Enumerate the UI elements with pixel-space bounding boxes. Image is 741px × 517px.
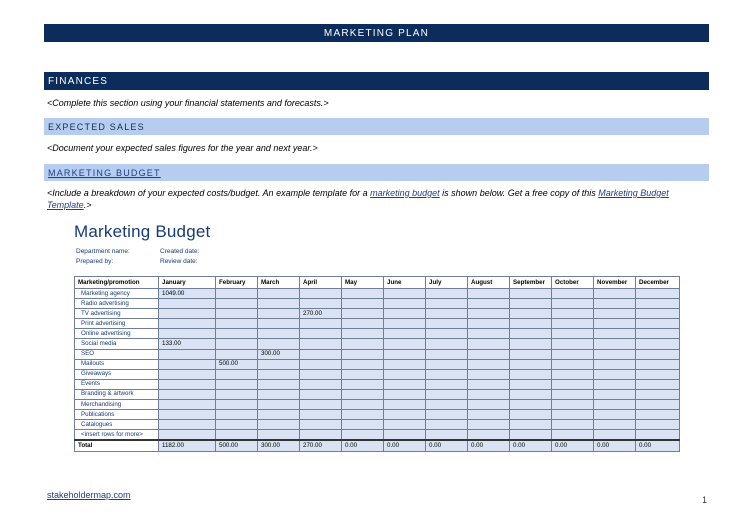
marketing-budget-link[interactable]: marketing budget [370, 188, 440, 198]
row-label: SEO [75, 349, 159, 359]
budget-cell[interactable] [342, 299, 384, 309]
column-header-category: Marketing/promotion [75, 277, 159, 289]
budget-cell[interactable] [384, 319, 426, 329]
budget-cell[interactable] [552, 329, 594, 339]
row-label: <insert rows for more> [75, 430, 159, 441]
budget-cell[interactable] [426, 400, 468, 410]
budget-cell[interactable] [552, 410, 594, 420]
budget-cell[interactable] [216, 349, 258, 359]
budget-meta [74, 246, 680, 270]
budget-cell[interactable] [510, 379, 552, 389]
budget-cell[interactable] [384, 339, 426, 349]
budget-cell[interactable] [216, 329, 258, 339]
total-row [75, 440, 680, 451]
budget-cell[interactable] [510, 329, 552, 339]
footer-link[interactable]: stakeholdermap.com [47, 490, 131, 500]
budget-cell[interactable] [552, 299, 594, 309]
budget-cell[interactable] [468, 420, 510, 430]
budget-cell[interactable] [594, 339, 636, 349]
budget-cell[interactable] [552, 339, 594, 349]
budget-cell[interactable] [426, 329, 468, 339]
table-row [75, 389, 680, 399]
budget-cell[interactable] [426, 430, 468, 441]
budget-cell[interactable] [300, 289, 342, 299]
budget-cell[interactable] [216, 299, 258, 309]
budget-cell[interactable] [300, 379, 342, 389]
budget-cell[interactable] [426, 379, 468, 389]
total-cell: 0.00 [594, 440, 636, 451]
budget-cell[interactable] [636, 410, 680, 420]
budget-cell[interactable] [426, 309, 468, 319]
table-row [75, 430, 680, 441]
budget-cell[interactable] [300, 389, 342, 399]
budget-cell[interactable]: 1049.00 [159, 289, 216, 299]
budget-cell[interactable] [552, 319, 594, 329]
budget-cell[interactable] [384, 369, 426, 379]
budget-cell[interactable] [426, 319, 468, 329]
table-row [75, 359, 680, 369]
budget-cell[interactable] [594, 349, 636, 359]
column-header-month: June [384, 277, 426, 289]
finances-heading: FINANCES [44, 72, 709, 90]
budget-cell[interactable] [510, 349, 552, 359]
column-header-month: March [258, 277, 300, 289]
budget-cell[interactable] [552, 349, 594, 359]
budget-cell[interactable] [216, 289, 258, 299]
budget-cell[interactable] [300, 299, 342, 309]
budget-cell[interactable] [594, 369, 636, 379]
budget-cell[interactable] [216, 379, 258, 389]
budget-cell[interactable] [426, 289, 468, 299]
budget-cell[interactable] [594, 389, 636, 399]
budget-cell[interactable] [159, 329, 216, 339]
budget-cell[interactable] [159, 309, 216, 319]
column-header-month: April [300, 277, 342, 289]
budget-cell[interactable] [258, 309, 300, 319]
budget-cell[interactable] [258, 329, 300, 339]
budget-cell[interactable] [510, 389, 552, 399]
budget-cell[interactable] [552, 420, 594, 430]
budget-cell[interactable] [342, 329, 384, 339]
budget-cell[interactable] [159, 369, 216, 379]
table-row [75, 349, 680, 359]
budget-cell[interactable] [258, 369, 300, 379]
budget-cell[interactable] [216, 430, 258, 441]
row-label: Giveaways [75, 369, 159, 379]
budget-cell[interactable] [342, 289, 384, 299]
document-title: MARKETING PLAN [44, 24, 709, 42]
total-cell: 0.00 [468, 440, 510, 451]
budget-cell[interactable] [510, 400, 552, 410]
budget-cell[interactable] [384, 309, 426, 319]
table-row [75, 420, 680, 430]
budget-cell[interactable] [258, 379, 300, 389]
column-header-month: January [159, 277, 216, 289]
budget-cell[interactable] [552, 389, 594, 399]
budget-cell[interactable] [468, 410, 510, 420]
total-cell: 500.00 [216, 440, 258, 451]
budget-cell[interactable] [216, 339, 258, 349]
prepared-by-label: Prepared by: [76, 258, 114, 265]
budget-cell[interactable] [468, 349, 510, 359]
created-date-label: Created date: [160, 248, 200, 255]
budget-cell[interactable] [426, 299, 468, 309]
row-label: Social media [75, 339, 159, 349]
row-label: Branding & artwork [75, 389, 159, 399]
budget-cell[interactable] [300, 319, 342, 329]
department-label: Department name: [76, 248, 130, 255]
budget-cell[interactable] [216, 400, 258, 410]
budget-cell[interactable] [258, 339, 300, 349]
budget-cell[interactable] [636, 349, 680, 359]
budget-cell[interactable] [468, 309, 510, 319]
budget-cell[interactable] [384, 289, 426, 299]
budget-cell[interactable] [636, 359, 680, 369]
budget-cell[interactable] [426, 389, 468, 399]
budget-cell[interactable] [636, 299, 680, 309]
budget-cell[interactable] [636, 379, 680, 389]
budget-cell[interactable] [159, 389, 216, 399]
budget-cell[interactable] [636, 319, 680, 329]
budget-cell[interactable] [510, 319, 552, 329]
budget-cell[interactable] [384, 359, 426, 369]
budget-cell[interactable] [258, 410, 300, 420]
budget-cell[interactable] [159, 319, 216, 329]
budget-cell[interactable] [552, 289, 594, 299]
budget-cell[interactable] [468, 400, 510, 410]
budget-cell[interactable] [384, 430, 426, 441]
column-header-month: October [552, 277, 594, 289]
table-row [75, 369, 680, 379]
total-cell: 0.00 [384, 440, 426, 451]
budget-cell[interactable] [426, 369, 468, 379]
budget-cell[interactable] [342, 319, 384, 329]
budget-cell[interactable] [384, 329, 426, 339]
budget-cell[interactable] [300, 420, 342, 430]
budget-cell[interactable] [426, 420, 468, 430]
budget-cell[interactable] [384, 400, 426, 410]
budget-cell[interactable] [426, 349, 468, 359]
budget-cell[interactable] [258, 359, 300, 369]
budget-cell[interactable] [342, 309, 384, 319]
row-label: Merchandising [75, 400, 159, 410]
budget-cell[interactable] [342, 410, 384, 420]
budget-cell[interactable] [159, 420, 216, 430]
note-text-2: is shown below. Get a free copy of this [439, 188, 599, 198]
marketing-budget-template-link[interactable]: Marketing Budget Template [47, 188, 669, 210]
table-row [75, 319, 680, 329]
budget-cell[interactable] [300, 430, 342, 441]
budget-cell[interactable] [468, 379, 510, 389]
budget-table [74, 276, 680, 452]
budget-cell[interactable] [426, 410, 468, 420]
budget-cell[interactable] [510, 369, 552, 379]
table-row [75, 299, 680, 309]
budget-cell[interactable] [159, 400, 216, 410]
budget-cell[interactable] [594, 359, 636, 369]
budget-cell[interactable] [384, 299, 426, 309]
row-label: Events [75, 379, 159, 389]
budget-cell[interactable] [510, 410, 552, 420]
budget-cell[interactable] [159, 299, 216, 309]
budget-cell[interactable] [159, 430, 216, 441]
total-cell: 0.00 [342, 440, 384, 451]
budget-title: Marketing Budget [74, 222, 211, 241]
table-row [75, 309, 680, 319]
budget-cell[interactable] [552, 309, 594, 319]
budget-cell[interactable] [258, 289, 300, 299]
budget-header [74, 222, 680, 270]
budget-cell[interactable] [258, 319, 300, 329]
budget-cell[interactable] [552, 359, 594, 369]
budget-cell[interactable]: 300.00 [258, 349, 300, 359]
marketing-budget-heading [44, 164, 709, 181]
budget-header-row [75, 277, 680, 289]
budget-cell[interactable] [342, 430, 384, 441]
budget-cell[interactable] [468, 369, 510, 379]
budget-cell[interactable] [468, 339, 510, 349]
budget-cell[interactable] [384, 410, 426, 420]
budget-cell[interactable] [342, 420, 384, 430]
budget-cell[interactable] [594, 430, 636, 441]
budget-cell[interactable] [258, 299, 300, 309]
column-header-month: February [216, 277, 258, 289]
row-label: Publications [75, 410, 159, 420]
budget-cell[interactable] [636, 420, 680, 430]
table-row [75, 329, 680, 339]
total-cell: 0.00 [552, 440, 594, 451]
column-header-month: December [636, 277, 680, 289]
budget-cell[interactable] [159, 359, 216, 369]
budget-cell[interactable] [216, 389, 258, 399]
budget-cell[interactable] [468, 299, 510, 309]
budget-cell[interactable] [510, 430, 552, 441]
marketing-budget-note [47, 187, 707, 211]
budget-cell[interactable] [468, 289, 510, 299]
review-date-label: Review date: [160, 258, 198, 265]
budget-cell[interactable] [342, 339, 384, 349]
total-cell: 1182.00 [159, 440, 216, 451]
budget-cell[interactable] [384, 420, 426, 430]
budget-cell[interactable] [594, 379, 636, 389]
budget-cell[interactable] [594, 319, 636, 329]
budget-cell[interactable] [342, 349, 384, 359]
budget-cell[interactable] [636, 289, 680, 299]
budget-cell[interactable] [552, 430, 594, 441]
total-label: Total [75, 440, 159, 451]
budget-cell[interactable] [636, 400, 680, 410]
budget-cell[interactable] [258, 389, 300, 399]
budget-cell[interactable] [510, 420, 552, 430]
note-text-1: <Include a breakdown of your expected costs/budget. An example template for a [47, 188, 371, 198]
budget-cell[interactable] [216, 410, 258, 420]
column-header-month: May [342, 277, 384, 289]
table-row [75, 289, 680, 299]
budget-cell[interactable] [594, 420, 636, 430]
column-header-month: July [426, 277, 468, 289]
row-label: Print advertising [75, 319, 159, 329]
budget-cell[interactable] [468, 329, 510, 339]
row-label: Catalogues [75, 420, 159, 430]
budget-cell[interactable] [342, 369, 384, 379]
total-cell: 0.00 [510, 440, 552, 451]
column-header-month: September [510, 277, 552, 289]
total-cell: 0.00 [426, 440, 468, 451]
budget-cell[interactable] [426, 359, 468, 369]
budget-cell[interactable] [159, 349, 216, 359]
budget-cell[interactable] [426, 339, 468, 349]
row-label: Online advertising [75, 329, 159, 339]
expected-sales-note: <Document your expected sales figures for the year and next year.> [47, 143, 318, 153]
budget-cell[interactable] [594, 400, 636, 410]
budget-cell[interactable] [159, 410, 216, 420]
budget-cell[interactable] [594, 299, 636, 309]
budget-cell[interactable] [342, 379, 384, 389]
table-row [75, 339, 680, 349]
row-label: Radio advertising [75, 299, 159, 309]
budget-cell[interactable] [552, 379, 594, 389]
budget-cell[interactable] [636, 329, 680, 339]
budget-cell[interactable] [384, 379, 426, 389]
total-cell: 270.00 [300, 440, 342, 451]
budget-cell[interactable] [510, 299, 552, 309]
budget-cell[interactable]: 270.00 [300, 309, 342, 319]
budget-cell[interactable] [594, 410, 636, 420]
note-text-3: .> [83, 200, 92, 210]
budget-cell[interactable] [342, 359, 384, 369]
budget-cell[interactable] [594, 329, 636, 339]
budget-cell[interactable] [552, 369, 594, 379]
row-label: Marketing agency [75, 289, 159, 299]
budget-cell[interactable] [300, 400, 342, 410]
budget-cell[interactable] [159, 379, 216, 389]
budget-cell[interactable] [216, 369, 258, 379]
budget-cell[interactable] [468, 430, 510, 441]
budget-cell[interactable] [342, 400, 384, 410]
budget-cell[interactable] [216, 420, 258, 430]
table-row [75, 400, 680, 410]
budget-cell[interactable] [216, 319, 258, 329]
row-label: TV advertising [75, 309, 159, 319]
budget-cell[interactable] [552, 400, 594, 410]
table-row [75, 379, 680, 389]
budget-cell[interactable] [594, 309, 636, 319]
budget-cell[interactable] [300, 349, 342, 359]
budget-cell[interactable] [300, 369, 342, 379]
budget-cell[interactable] [594, 289, 636, 299]
budget-cell[interactable] [636, 339, 680, 349]
budget-cell[interactable] [384, 349, 426, 359]
page-number: 1 [702, 495, 708, 505]
budget-cell[interactable] [636, 389, 680, 399]
budget-cell[interactable] [300, 410, 342, 420]
column-header-month: August [468, 277, 510, 289]
budget-cell[interactable] [636, 309, 680, 319]
budget-cell[interactable] [300, 359, 342, 369]
budget-cell[interactable] [258, 430, 300, 441]
total-cell: 300.00 [258, 440, 300, 451]
total-cell: 0.00 [636, 440, 680, 451]
budget-cell[interactable]: 500.00 [216, 359, 258, 369]
budget-cell[interactable] [342, 389, 384, 399]
budget-cell[interactable] [216, 309, 258, 319]
budget-cell[interactable] [510, 339, 552, 349]
budget-cell[interactable] [384, 389, 426, 399]
column-header-month: November [594, 277, 636, 289]
finances-note: <Complete this section using your financial statements and forecasts.> [47, 98, 329, 108]
budget-cell[interactable] [468, 319, 510, 329]
budget-cell[interactable] [258, 400, 300, 410]
row-label: Mailouts [75, 359, 159, 369]
budget-cell[interactable] [258, 420, 300, 430]
budget-cell[interactable] [636, 430, 680, 441]
budget-cell[interactable] [468, 389, 510, 399]
table-row [75, 410, 680, 420]
budget-cell[interactable]: 133.00 [159, 339, 216, 349]
marketing-budget-heading-link[interactable]: MARKETING BUDGET [48, 167, 161, 178]
budget-cell[interactable] [300, 339, 342, 349]
budget-cell[interactable] [636, 369, 680, 379]
expected-sales-heading: EXPECTED SALES [44, 118, 709, 135]
budget-cell[interactable] [510, 289, 552, 299]
budget-cell[interactable] [300, 329, 342, 339]
budget-cell[interactable] [510, 359, 552, 369]
budget-cell[interactable] [510, 309, 552, 319]
budget-cell[interactable] [468, 359, 510, 369]
